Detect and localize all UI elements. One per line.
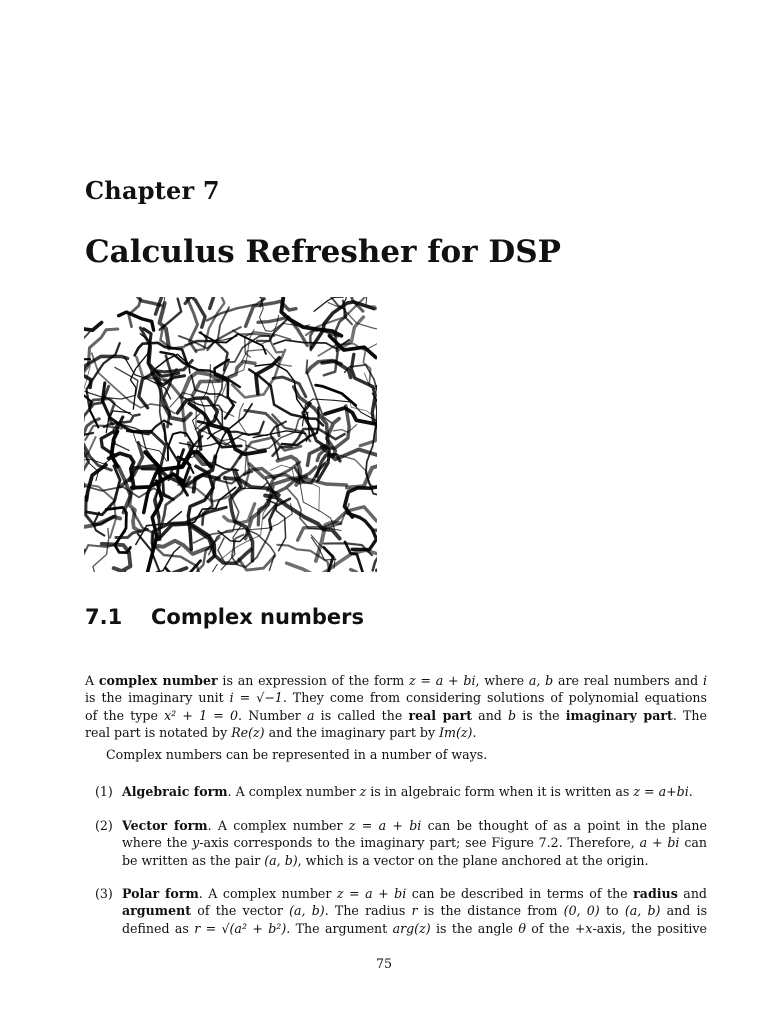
- list-line: Polar form. A complex number z = a + bi can be described in terms of the radius and: [122, 886, 707, 901]
- term-real-part: real part: [408, 707, 473, 723]
- list-line: Algebraic form. A complex number z is in algebraic form when it is written as z = a+bi.: [122, 784, 693, 799]
- list-marker: (1): [95, 784, 113, 799]
- list-marker: (3): [95, 886, 113, 901]
- list-line: argument of the vector (a, b). The radius r is the distance from (0, 0) to (a, b) and is: [122, 903, 708, 919]
- section-number: 7.1: [85, 605, 123, 629]
- paragraph-line: of the type x² + 1 = 0. Number a is called the real part and b is the imaginary part. The: [85, 707, 707, 723]
- list-item: [95, 783, 707, 800]
- paragraph-line: real part is notated by Re(z) and the imaginary part by Im(z).: [85, 724, 477, 740]
- list-item: [95, 885, 707, 937]
- paragraph-definition: [85, 672, 707, 741]
- chapter-title: Calculus Refresher for DSP: [85, 234, 561, 270]
- page-number: 75: [375, 956, 393, 971]
- paragraph-line: is the imaginary unit i = √−1. They come from considering solutions of polynomial equations: [85, 690, 707, 706]
- chapter-label: Chapter 7: [85, 176, 220, 205]
- list-line: be written as the pair (a, b), which is a vector on the plane anchored at the origin.: [122, 852, 649, 868]
- paragraph-representations: [85, 746, 707, 763]
- paragraph-line: Complex numbers can be represented in a number of ways.: [106, 747, 488, 762]
- list-item: [95, 817, 707, 869]
- section-heading: [85, 605, 364, 629]
- list-line: where the y-axis corresponds to the imaginary part; see Figure 7.2. Therefore, a + bi can: [122, 835, 707, 851]
- chapter-illustration: [84, 297, 377, 572]
- term-complex-number: complex number: [98, 673, 218, 688]
- paragraph-line: A complex number is an expression of the form z = a + bi, where a, b are real numbers and i: [85, 673, 707, 688]
- term-imaginary-part: imaginary part: [565, 707, 673, 723]
- list-line: Vector form. A complex number z = a + bi can be thought of as a point in the plane: [122, 818, 707, 833]
- section-title: Complex numbers: [151, 605, 364, 629]
- list-marker: (2): [95, 818, 113, 833]
- list-line: defined as r = √(a² + b²). The argument arg(z) is the angle θ of the +x-axis, the positive: [122, 920, 707, 936]
